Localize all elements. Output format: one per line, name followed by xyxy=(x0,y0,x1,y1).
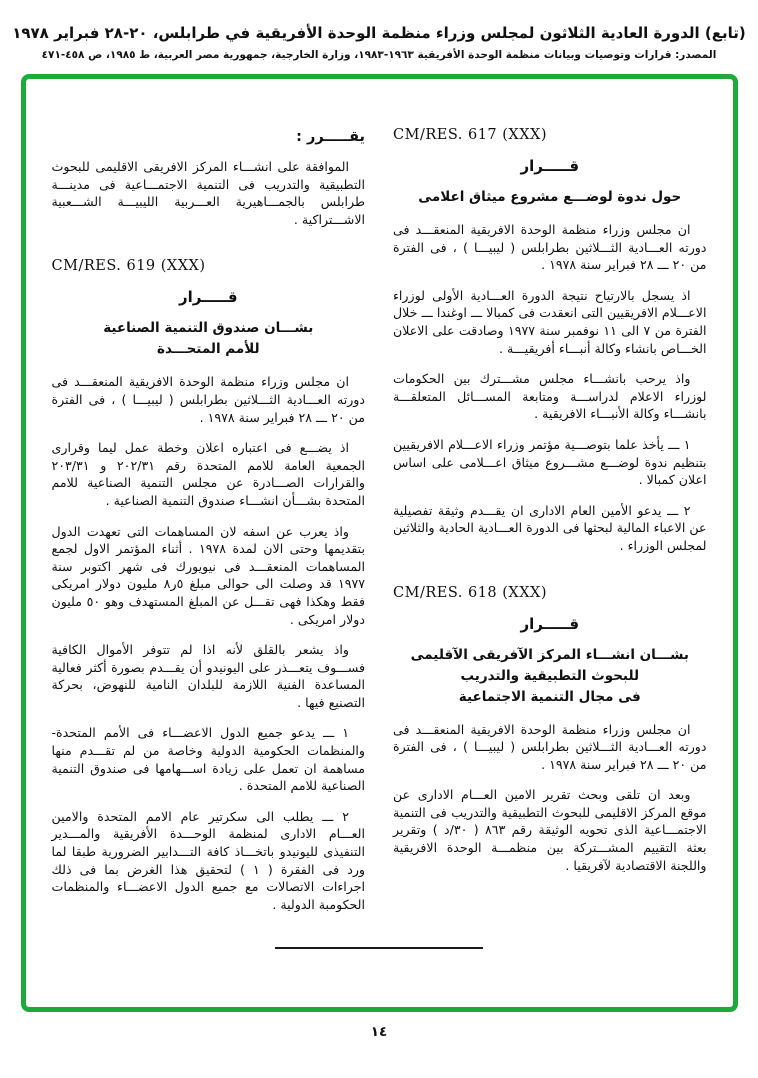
resolution-number-618: CM/RES. 618 (XXX) xyxy=(393,584,548,601)
resolution-title-line: بشـــان انشـــاء المركز الآفريقى الآقليمى xyxy=(410,646,689,663)
resolution-title-line: للبحوث التطبيقية والتدريب xyxy=(460,667,640,684)
numbered-item: ١ ـــ يأخذ علما بتوصـــية مؤتمر وزراء الاعـــلام الافريقيين بتنظيم ندوة لوضـــع مشـــروع ميثاق اعـــلامى على اساس اعلان كمبالا . xyxy=(393,436,707,488)
paragraph: واذ يرحب بانشـــاء مجلس مشـــترك بين الحكومات لوزراء الاعلام لدراســـة ومتابعة المســـائل المتعلقـــة بانشـــاء وكالة الأنبـــاء الافريقية . xyxy=(393,371,707,422)
page-number: ١٤ xyxy=(370,1024,388,1040)
paragraph: الموافقة على انشـــاء المركز الافريقى الاقليمى للبحوث التطبيقية والتدريب فى التنمية الاجتمـــاعية فى مدينـــة طرابلس بالجمـــاهيرية العـــربية الليبيـــة الشـــعبية الاشـــتراكية . xyxy=(51,159,365,227)
source-line: المصدر: قرارات وتوصيات وبيانات منظمة الوحدة الأفريقية ١٩٦٣-١٩٨٣، وزارة الخارجية، جمهورية مصر العربية، ط ١٩٨٥، ص ٤٥٨-٤٧١ xyxy=(41,49,717,61)
resolution-title-line: حول ندوة لوضـــع مشروع ميثاق اعلامى xyxy=(418,189,682,205)
resolution-number-619: CM/RES. 619 (XXX) xyxy=(51,258,206,275)
paragraph: ان مجلس وزراء منظمة الوحدة الافريقية المنعقـــد فى دورته العـــادية الثـــلاثين بطرابلس ( ليبيـــا ) ، فى الفترة من ٢٠ ـــ ٢٨ فبراير سنة ١٩٧٨ . xyxy=(51,374,365,425)
content-frame xyxy=(21,74,738,1012)
decides-heading: يقـــــرر : xyxy=(296,129,365,145)
column-right xyxy=(393,119,707,926)
resolution-title-line: بشـــان صندوق التنمية الصناعية xyxy=(103,320,314,337)
resolution-heading: قـــــرار xyxy=(520,157,580,175)
resolution-title-line: فى مجال التنمية الاجتماعية xyxy=(458,688,641,705)
paragraph: اذ يسجل بالارتياح نتيجة الدورة العـــادية الأولى لوزراء الاعـــلام الافريقيين التى انعقدت فى كمبالا ـــ اوغندا ـــ خلال الفترة من ٧ الى ١١ نوفمبر سنة ١٩٧٧ وصادقت على الاعلان الخـــاص بانشاء وكالة أنبـــاء أفريقيـــة . xyxy=(393,287,707,356)
two-column-layout xyxy=(52,119,707,926)
paragraph: ان مجلس وزراء منظمة الوحدة الافريقية المنعقـــد فى دورته العـــادية الثـــلاثين بطرابلس ( ليبيـــا ) ، فى الفترة من ٢٠ ـــ ٢٨ فبراير سنة ١٩٧٨ . xyxy=(393,222,707,273)
resolution-heading: قـــــرار xyxy=(178,288,238,307)
numbered-item: ٢ ـــ يطلب الى سكرتير عام الامم المتحدة والامين العـــام الادارى لمنظمة الوحـــدة الأفريقية والمـــدير التنفيذى لليونيدو باتخـــاذ كافة التـــدابير الضرورية طبقا لما ورد فى الفقرة ( ١ ) لتحقيق هذا الغرض بما فى ذلك اجراءات الاتصالات مع جميع الدول الاعضـــاء والمنظمات الحكومبة الدولية . xyxy=(51,808,365,912)
paragraph: ان مجلس وزراء منظمة الوحدة الافريقية المنعقـــد فى دورته العـــادية الثـــلاثين بطرابلس ( ليبيـــا ) ، فى الفترة من ٢٠ ـــ ٢٨ فبراير سنة ١٩٧٨ . xyxy=(393,721,707,772)
resolution-number-617: CM/RES. 617 (XXX) xyxy=(393,127,548,143)
numbered-item: ١ ـــ يدعو جميع الدول الاعضـــاء فى الأمم المتحدة- والمنظمات الحكومية الدولية وخاصة من لم تقـــدم منها مساهمة ان تعمل على زيادة اســـهامها فى صندوق التنمية الصناعية للامم المتحدة . xyxy=(51,725,365,794)
paragraph: وبعد ان تلقى وبحث تقرير الامين العـــام الادارى عن موقع المركز الاقليمى للبحوث التطبيقية والتدريب فى التنمية الاجتمـــاعية الذى تحويه الوثيقة رقم ٨٦٣ ( ٣٠/د ) وتقرير بعثة التقييم المشـــتركة بين منظمـــة الوحدة الافريقية واللجنة الاقتصادية لآفريقيا . xyxy=(393,787,707,873)
resolution-heading: قـــــرار xyxy=(520,614,580,633)
paragraph: واذ يشعر بالقلق لأنه اذا لم تتوفر الأموال الكافية فســـوف يتعـــذر على اليونيدو أن يقـــدم بصورة أكثر فعالية المساعدة الفنية اللازمة للبلدان النامية للنهوض، بحركة التصنيع فيها . xyxy=(51,642,365,710)
page-title: (تابع) الدورة العادية الثلاثون لمجلس وزراء منظمة الوحدة الأفريقية في طرابلس، ٢٠-٢٨ فبراير ١٩٧٨ xyxy=(12,24,746,42)
document-header xyxy=(0,0,758,61)
resolution-title-line: للأمم المتحـــدة xyxy=(156,341,260,358)
paragraph: اذ يضـــع فى اعتباره اعلان وخطة عمل ليما وقرارى الجمعية العامة للامم المتحدة رقم ٢٠٢/٣١ و ٢٠٣/٣١ والقرارات الصـــادرة عن مجلس التنمية الصناعية للامم المتحدة بشـــأن انشـــاء صندوق التنمية الصناعية . xyxy=(51,440,365,508)
paragraph: واذ يعرب عن اسفه لان المساهمات التى تعهدت الدول بتقديمها وحتى الان لمدة ١٩٧٨ . أثناء المؤتمر الاول لجمع المساهمات المنعقـــد فى نيويورك فى شهر اكتوبر سنة ١٩٧٧ قد وصلت الى حوالى مبلغ ٥ر٨ مليون دولار امريكى فقط وهكذا فهى تقـــل عن المبلغ المستهدف وهو ٥٠ مليون دولار امريكى . xyxy=(51,523,365,627)
column-left xyxy=(52,119,366,926)
section-divider xyxy=(275,947,483,949)
numbered-item: ٢ ـــ يدعو الأمين العام الادارى ان يقـــدم وثيقة تفصيلية عن الاعباء المالية لبحثها فى الدورة العـــادية الحادية والثلاثين لمجلس الوزراء . xyxy=(393,502,707,553)
